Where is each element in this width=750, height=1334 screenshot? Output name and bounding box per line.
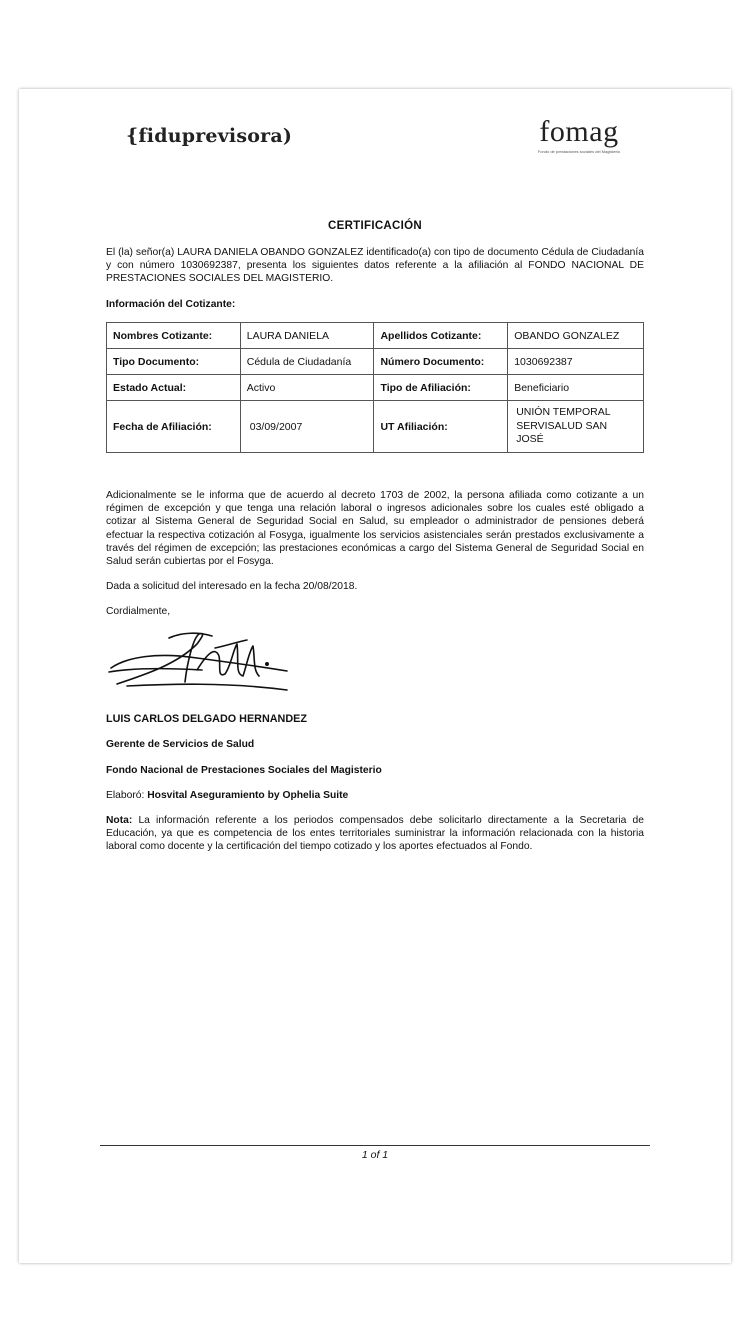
nota-text: La información referente a los periodos compensados debe solicitarlo directamente a la Secretaria de Educación, ya que es competencia de los entes territoriales suministrar la información relacionada con la historia laboral como docente y la certificación del tiempo cotizado y los aportes efectuados al Fondo. — [106, 815, 644, 853]
table-row — [107, 349, 644, 375]
page-number: 1 of 1 — [361, 1149, 389, 1161]
table-label: Apellidos Cotizante: — [374, 323, 508, 349]
table-row — [107, 401, 644, 453]
signatory-organization: Fondo Nacional de Prestaciones Sociales del Magisterio — [106, 765, 382, 776]
signatory-name: LUIS CARLOS DELGADO HERNANDEZ — [106, 713, 307, 725]
intro-paragraph: El (la) señor(a) LAURA DANIELA OBANDO GONZALEZ identificado(a) con tipo de documento Cédula de Ciudadanía y con número 1030692387, presenta los siguientes datos referente a la afiliación al FONDO NACIONAL DE PRESTACIONES SOCIALES DEL MAGISTERIO. — [106, 247, 644, 285]
table-label: Tipo Documento: — [107, 349, 241, 375]
table-row — [107, 375, 644, 401]
table-value: Cédula de Ciudadanía — [240, 349, 374, 375]
table-value: UNIÓN TEMPORAL SERVISALUD SAN JOSÉ — [508, 401, 644, 453]
table-value: LAURA DANIELA — [240, 323, 374, 349]
section-heading: Información del Cotizante: — [106, 299, 236, 310]
elaboro-value: Hosvital Aseguramiento by Ophelia Suite — [147, 790, 349, 801]
table-label: UT Afiliación: — [374, 401, 508, 453]
nota-paragraph — [106, 814, 644, 854]
signatory-position: Gerente de Servicios de Salud — [106, 739, 255, 750]
fomag-logo — [534, 117, 624, 154]
request-date: Dada a solicitud del interesado en la fecha 20/08/2018. — [106, 581, 358, 592]
table-label: Nombres Cotizante: — [107, 323, 241, 349]
table-value: 1030692387 — [508, 349, 644, 375]
fomag-logo-text: fomag — [539, 115, 619, 148]
document-title: CERTIFICACIÓN — [328, 220, 422, 232]
fomag-logo-tagline: Fondo de prestaciones sociales del Magisterio — [537, 149, 621, 154]
table-value: OBANDO GONZALEZ — [508, 323, 644, 349]
nota-label: Nota: — [106, 815, 133, 826]
elaboro-label: Elaboró: — [106, 790, 145, 801]
table-value: 03/09/2007 — [240, 401, 374, 453]
fiduprevisora-logo: {fiduprevisora) — [126, 125, 293, 147]
table-label: Fecha de Afiliación: — [107, 401, 241, 453]
table-label: Tipo de Afiliación: — [374, 375, 508, 401]
table-label: Número Documento: — [374, 349, 508, 375]
table-value: Activo — [240, 375, 374, 401]
footer-divider — [100, 1145, 650, 1146]
additional-info-paragraph: Adicionalmente se le informa que de acuerdo al decreto 1703 de 2002, la persona afiliada como cotizante a un régimen de excepción y que tenga una relación laboral o ingresos adicionales sobre los cuales esté obligado a cotizar al Sistema General de Seguridad Social en Salud, su empleador o administrador de pensiones deberá efectuar la respectiva cotización al Fosyga, igualmente los servicios asistenciales serán prestados exclusivamente a través del régimen de excepción; las prestaciones económicas a cargo del Sistema General de Seguridad Social en Salud serán cubiertas por el Fosyga. — [106, 490, 644, 568]
table-value: Beneficiario — [508, 375, 644, 401]
table-row — [107, 323, 644, 349]
signature-image — [107, 624, 297, 694]
cotizante-info-table — [106, 322, 644, 453]
elaboro-line — [106, 789, 644, 802]
table-label: Estado Actual: — [107, 375, 241, 401]
closing-text: Cordialmente, — [106, 606, 171, 617]
document-page — [19, 89, 731, 1263]
